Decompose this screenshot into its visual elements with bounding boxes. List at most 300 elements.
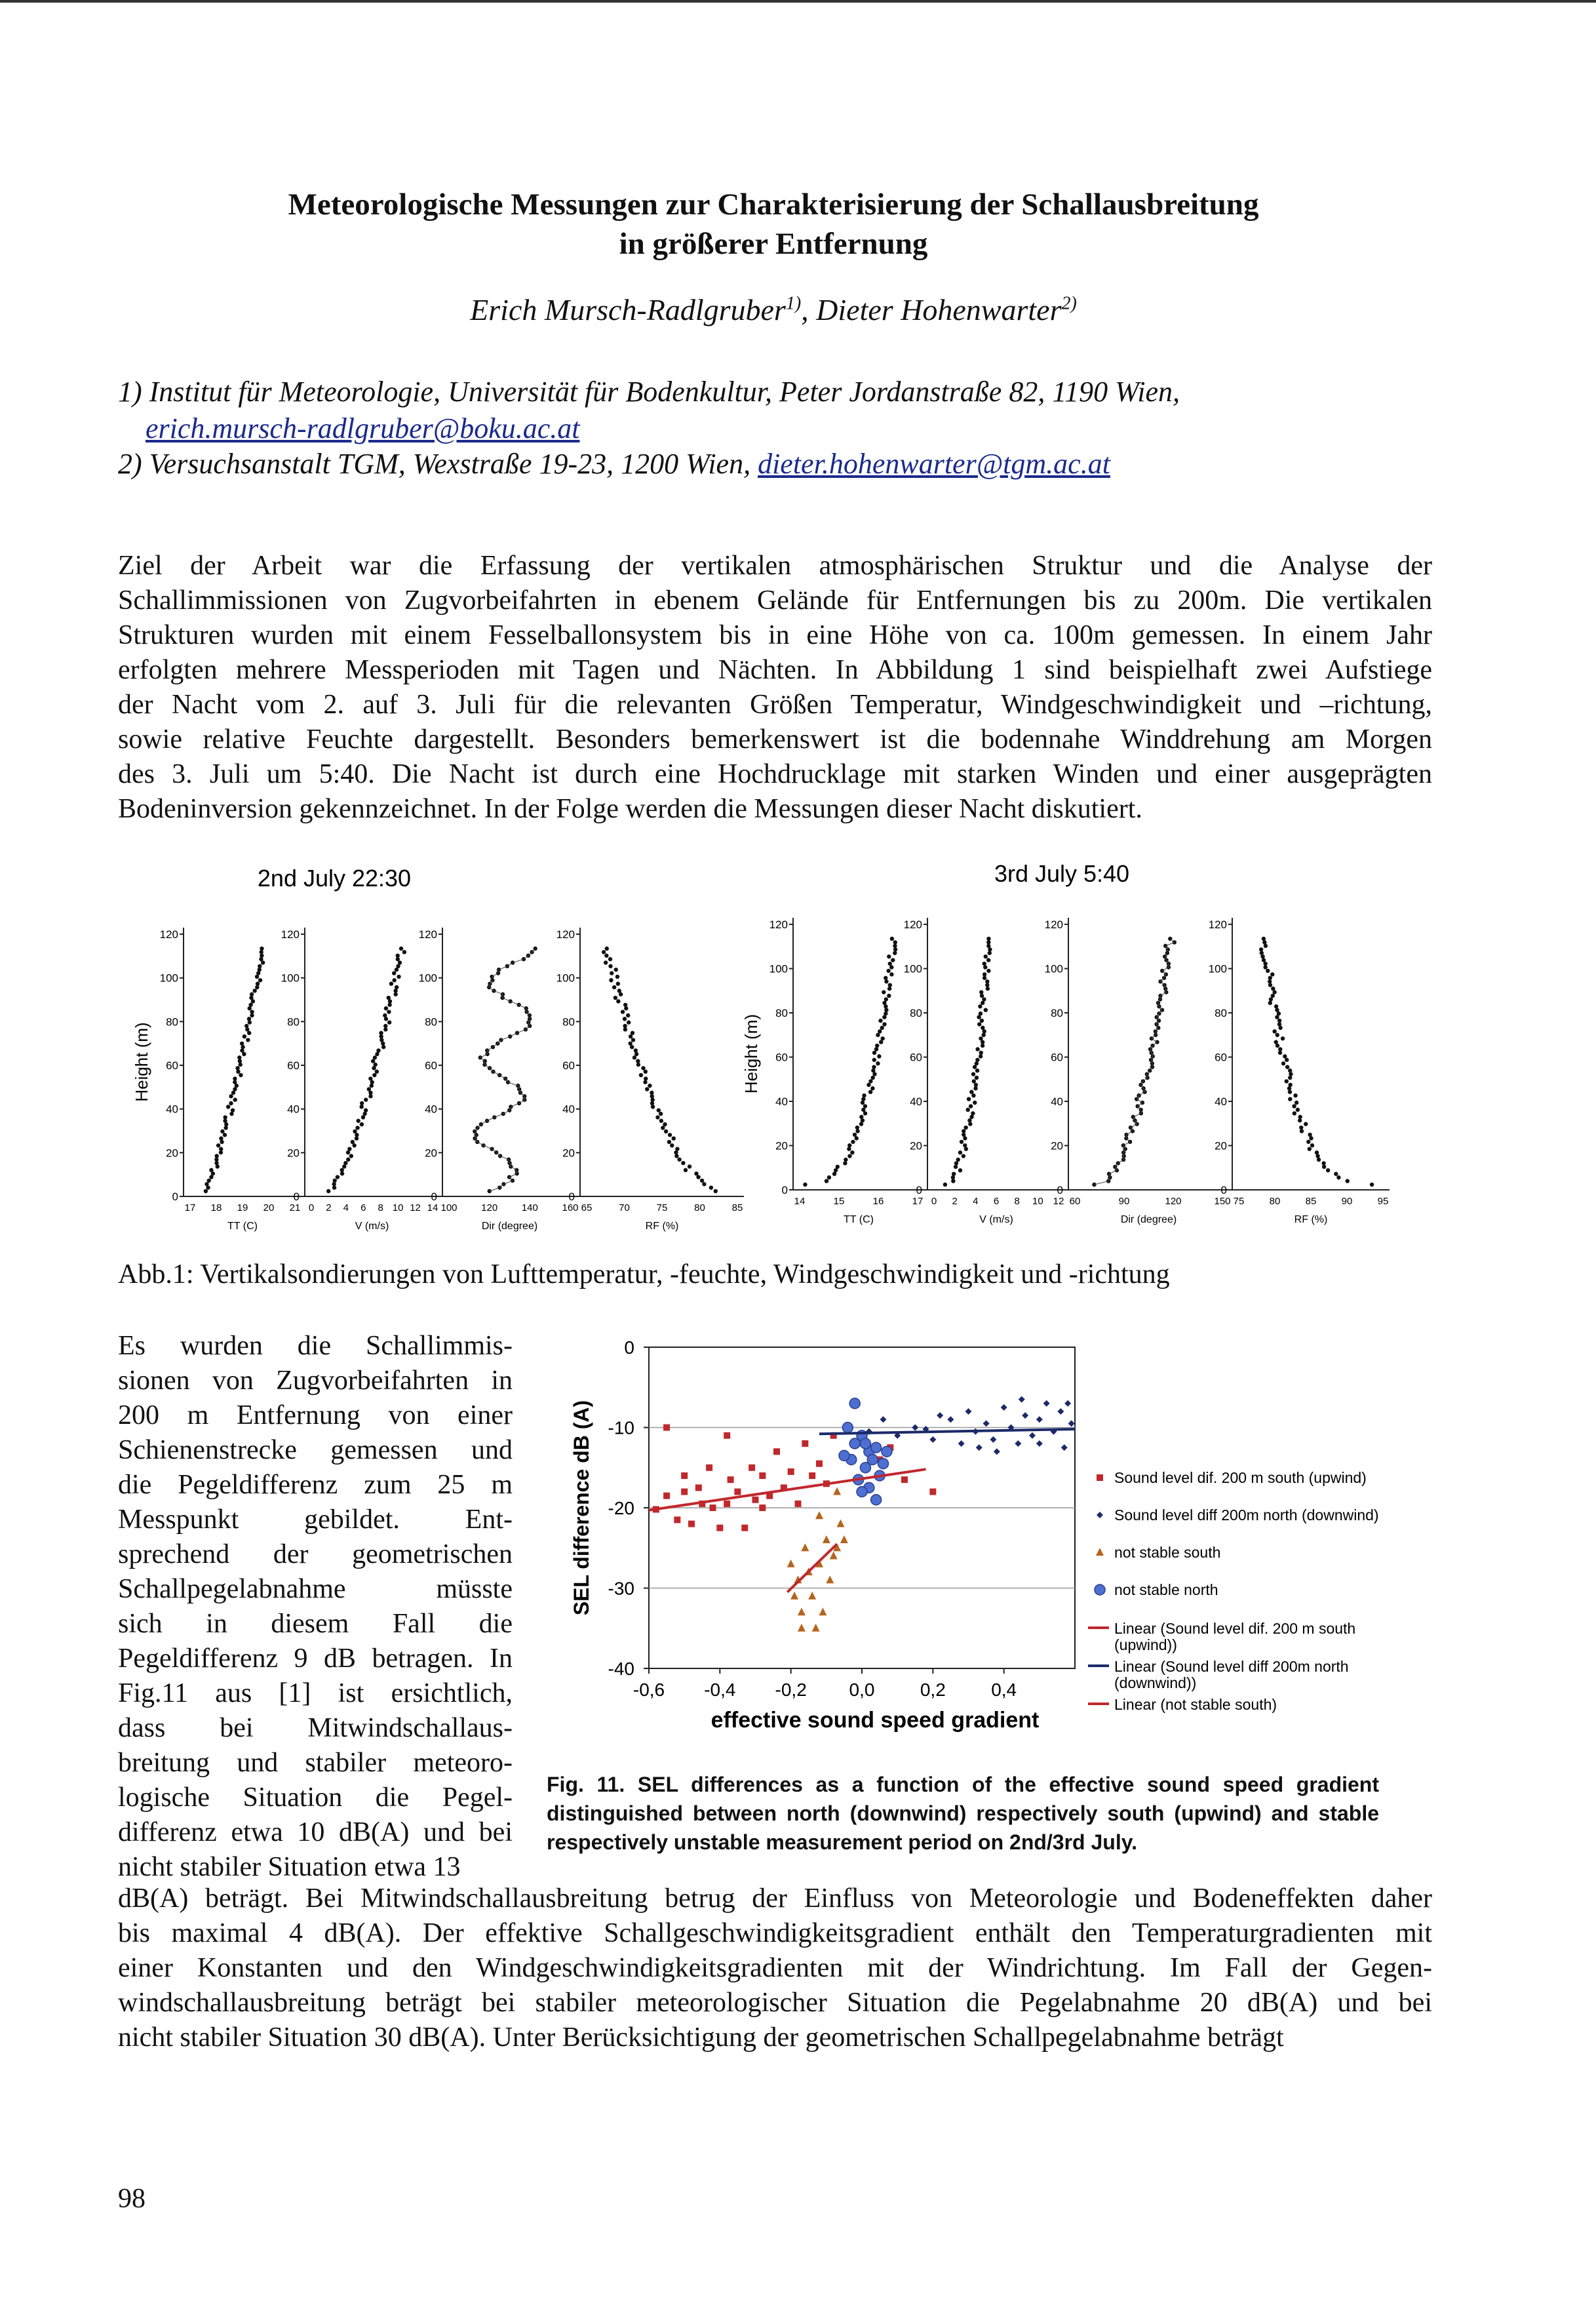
x-tick-label: -0,6 — [633, 1680, 665, 1700]
profile-point — [1262, 958, 1266, 962]
profile-point — [384, 1006, 388, 1010]
scatter-point-series-0 — [710, 1505, 716, 1511]
profile-point — [861, 1118, 865, 1122]
profile-point — [1268, 979, 1272, 983]
profile-point — [943, 1183, 947, 1187]
y-tick-label: 40 — [1215, 1095, 1227, 1108]
profile-point — [634, 1048, 638, 1052]
x-axis-label: effective sound speed gradient — [710, 1708, 1040, 1733]
scatter-point-series-1 — [1064, 1400, 1071, 1407]
scatter-point-series-1 — [1022, 1412, 1028, 1419]
profile-point — [239, 1063, 243, 1067]
figure-11-caption — [547, 1770, 1379, 1857]
profile-point — [1310, 1143, 1314, 1147]
profile-point — [1309, 1136, 1313, 1140]
profile-point — [887, 987, 891, 991]
profile-point — [982, 997, 986, 1001]
profile-point — [967, 1097, 971, 1101]
profile-point — [969, 1104, 973, 1108]
profile-point — [836, 1165, 840, 1169]
y-tick-label: 60 — [1215, 1051, 1227, 1064]
profile-point — [979, 1051, 983, 1055]
x-tick-label: 4 — [973, 1196, 979, 1207]
profile-point — [651, 1105, 655, 1109]
y-tick-label: 0 — [624, 1337, 634, 1358]
x-tick-label: 4 — [343, 1202, 349, 1213]
profile-point — [951, 1175, 955, 1179]
left-column-line: Schallpegelabnahme müsste — [118, 1574, 513, 1604]
scatter-point-series-1 — [994, 1448, 1000, 1455]
profile-point — [962, 1154, 965, 1158]
profile-point — [979, 1036, 983, 1040]
profile-point — [969, 1090, 973, 1093]
profile-point — [376, 1048, 380, 1052]
profile-point — [1288, 1090, 1292, 1093]
profile-point — [974, 1083, 978, 1087]
x-tick-label: -0,4 — [704, 1680, 736, 1700]
y-tick-label: 20 — [910, 1139, 922, 1152]
left-column-line: Pegeldifferenz 9 dB betragen. In — [118, 1644, 513, 1674]
profile-point — [631, 1038, 635, 1042]
profile-point — [631, 1031, 634, 1034]
profile-point — [634, 1052, 638, 1056]
left-column-text — [118, 1329, 513, 1885]
profile-point — [633, 1055, 636, 1059]
scatter-point-series-3 — [871, 1495, 882, 1505]
continuation-line: bis maximal 4 dB(A). Der effektive Schallgeschwindigkeitsgradient enthält den Temperaturgradienten mit — [118, 1918, 1432, 1948]
profile-point — [688, 1164, 691, 1168]
scatter-point-series-1 — [1019, 1396, 1025, 1403]
profile-point — [207, 1179, 211, 1183]
y-tick-label: 60 — [562, 1059, 575, 1072]
profile-point — [887, 955, 891, 958]
profile-point — [259, 957, 263, 961]
profile-point — [681, 1161, 685, 1165]
scatter-point-series-1 — [965, 1408, 972, 1415]
profile-point — [236, 1069, 240, 1073]
continuation-paragraph — [118, 1881, 1432, 2055]
profile-point — [255, 985, 259, 989]
profile-point — [240, 1042, 244, 1046]
x-tick-label: 8 — [378, 1202, 383, 1213]
scatter-point-series-1 — [912, 1425, 918, 1431]
profile-point — [893, 951, 897, 955]
scatter-point-series-0 — [759, 1505, 766, 1511]
profile-point — [609, 978, 613, 982]
profile-point — [389, 981, 393, 985]
profile-point — [875, 1044, 879, 1048]
profile-point — [675, 1147, 679, 1151]
profile-point — [889, 972, 893, 976]
profile-point — [1275, 1033, 1279, 1037]
fig1-right-title: 3rd July 5:40 — [994, 860, 1130, 887]
profile-point — [1287, 1086, 1291, 1090]
profile-point — [360, 1122, 364, 1126]
scatter-point-series-2 — [837, 1520, 845, 1527]
profile-point — [884, 997, 888, 1001]
scatter-point-series-0 — [816, 1461, 823, 1467]
profile-point — [395, 985, 399, 989]
profile-point — [1288, 1069, 1292, 1073]
profile-point — [220, 1140, 224, 1144]
affiliation-1-email[interactable] — [146, 410, 580, 447]
profile-point — [639, 1073, 643, 1077]
x-tick-label: -0,2 — [775, 1680, 807, 1700]
profile-point — [241, 1045, 244, 1049]
profile-point — [1285, 1065, 1289, 1069]
profile-point — [1292, 1104, 1296, 1108]
profile-point — [1346, 1179, 1350, 1183]
x-tick-label: 80 — [1269, 1196, 1281, 1207]
fig1-panel-l-2 — [419, 928, 579, 1232]
x-tick-label: 15 — [833, 1196, 845, 1207]
profile-point — [1298, 1118, 1302, 1122]
profile-point — [332, 1179, 336, 1183]
figure-1-caption: Abb.1: Vertikalsondierungen von Lufttemperatur, -feuchte, Windgeschwindigkeit und -richtung — [118, 1259, 1170, 1289]
profile-point — [243, 1034, 246, 1038]
profile-point — [256, 981, 260, 985]
fig1-panel-l-0 — [132, 928, 302, 1232]
scatter-point-series-0 — [929, 1489, 936, 1495]
profile-point — [204, 1189, 208, 1193]
profile-point — [834, 1168, 838, 1172]
y-tick-label: 0 — [431, 1191, 437, 1203]
y-tick-label: 120 — [418, 928, 437, 941]
profile-point — [963, 1126, 967, 1130]
profile-point — [667, 1140, 671, 1144]
y-tick-label: 120 — [281, 928, 300, 941]
profile-point — [641, 1066, 645, 1070]
profile-point — [602, 950, 606, 954]
profile-point — [1263, 962, 1267, 966]
scatter-point-series-1 — [990, 1436, 996, 1443]
profile-point — [346, 1158, 350, 1162]
fig1-left-title: 2nd July 22:30 — [257, 865, 412, 892]
profile-point — [223, 1133, 227, 1137]
scatter-point-series-3 — [871, 1442, 882, 1453]
profile-point — [627, 1020, 631, 1024]
profile-point — [375, 1069, 379, 1073]
profile-point — [636, 1059, 640, 1063]
profile-point — [882, 990, 886, 994]
profile-point — [624, 1006, 628, 1010]
y-tick-label: 120 — [769, 918, 788, 931]
profile-point — [1274, 1040, 1278, 1044]
profile-point — [1275, 1008, 1279, 1012]
profile-point — [1275, 1015, 1279, 1019]
scatter-point-series-0 — [681, 1472, 688, 1479]
scatter-point-series-2 — [830, 1552, 838, 1560]
profile-point — [650, 1091, 653, 1095]
legend-marker-0 — [1097, 1474, 1103, 1481]
profile-point — [977, 1022, 981, 1026]
profile-point — [1266, 969, 1270, 973]
profile-point — [387, 1010, 391, 1014]
profile-point — [879, 1040, 883, 1044]
profile-point — [1322, 1165, 1326, 1169]
profile-point — [1293, 1111, 1296, 1115]
profile-point — [1278, 1047, 1282, 1051]
profile-point — [368, 1076, 372, 1080]
profile-point — [1268, 976, 1272, 980]
profile-point — [252, 989, 256, 993]
profile-point — [340, 1168, 344, 1172]
profile-point — [336, 1175, 340, 1179]
profile-point — [668, 1133, 672, 1137]
y-tick-label: 40 — [775, 1095, 788, 1108]
profile-point — [981, 1040, 984, 1044]
y-tick-label: 100 — [159, 972, 178, 985]
figure-1-soundings — [118, 852, 1429, 1246]
scatter-point-series-0 — [695, 1484, 702, 1491]
profile-point — [872, 1065, 876, 1069]
profile-point — [889, 965, 893, 969]
profile-point — [644, 1076, 648, 1080]
continuation-line: einer Konstanten und den Windgeschwindigkeitsgradienten mit der Windrichtung. Im Fall der Gegen- — [118, 1953, 1432, 1983]
y-tick-label: 120 — [159, 928, 178, 941]
author-2-sup: 2) — [1061, 293, 1077, 314]
scatter-point-series-2 — [833, 1487, 841, 1495]
y-axis-label: Height (m) — [741, 1014, 761, 1094]
profile-point — [349, 1154, 353, 1158]
y-axis-label: SEL difference dB (A) — [570, 1400, 593, 1616]
profile-point — [610, 971, 613, 975]
scatter-point-series-2 — [787, 1560, 795, 1567]
y-tick-label: 20 — [1215, 1139, 1227, 1152]
abstract-line: sowie relative Feuchte dargestellt. Besonders bemerkenswert ist die bodennahe Winddrehung am Morgen — [118, 724, 1432, 755]
continuation-line: windschallausbreitung beträgt bei stabiler meteorologischer Situation die Pegelabnahme 20 dB(A) und bei — [118, 1988, 1432, 2018]
profile-point — [381, 1045, 385, 1049]
profile-point — [397, 975, 400, 979]
profile-point — [862, 1093, 866, 1097]
profile-point — [1269, 997, 1273, 1001]
profile-point — [968, 1122, 972, 1126]
x-tick-label: 8 — [1014, 1196, 1020, 1207]
y-tick-label: 100 — [769, 962, 788, 975]
y-tick-label: 100 — [281, 972, 300, 985]
profile-point — [861, 1108, 865, 1112]
profile-point — [843, 1161, 847, 1165]
email-link-2[interactable]: dieter.hohenwarter@tgm.ac.at — [758, 448, 1110, 480]
y-tick-label: 20 — [562, 1147, 575, 1160]
x-tick-label: 120 — [481, 1202, 498, 1213]
profile-point — [332, 1182, 336, 1186]
profile-point — [1300, 1129, 1304, 1133]
abstract-line: des 3. Juli um 5:40. Die Nacht ist durch eine Hochdrucklage mit starken Winden und einer ausgeprägten — [118, 759, 1432, 789]
x-tick-label: 160 — [562, 1202, 579, 1213]
profile-point — [868, 1079, 872, 1083]
scatter-point-series-2 — [790, 1592, 798, 1600]
scatter-point-series-1 — [1061, 1444, 1068, 1451]
y-tick-label: 100 — [556, 972, 575, 985]
profile-point — [874, 1047, 878, 1051]
y-tick-label: 80 — [287, 1015, 300, 1029]
profile-point — [702, 1182, 706, 1186]
y-tick-label: 80 — [1215, 1007, 1227, 1019]
profile-point — [1321, 1161, 1325, 1165]
profile-point — [971, 1111, 975, 1115]
author-line — [118, 292, 1429, 327]
profile-point — [967, 1118, 971, 1122]
profile-point — [231, 1108, 235, 1112]
profile-point — [240, 1048, 244, 1052]
y-tick-label: 80 — [425, 1015, 437, 1029]
profile-point — [657, 1108, 661, 1112]
profile-point — [351, 1140, 355, 1144]
scatter-point-series-2 — [798, 1624, 806, 1632]
profile-point — [863, 1111, 867, 1115]
profile-point — [216, 1143, 220, 1147]
profile-point — [664, 1130, 668, 1133]
x-tick-label: 17 — [184, 1202, 196, 1213]
scatter-point-series-0 — [752, 1497, 759, 1503]
abstract-paragraph — [118, 549, 1432, 827]
profile-point — [851, 1140, 855, 1144]
scatter-point-series-3 — [867, 1455, 878, 1465]
page-number: 98 — [118, 2184, 146, 2214]
profile-point — [628, 1042, 632, 1046]
x-axis-label: TT (C) — [227, 1221, 258, 1232]
scatter-point-series-2 — [840, 1535, 848, 1543]
profile-point — [1289, 1072, 1293, 1076]
profile-point — [877, 1054, 881, 1058]
profile-point — [988, 951, 992, 955]
profile-point — [655, 1115, 659, 1119]
profile-point — [700, 1179, 704, 1183]
x-tick-label: 14 — [794, 1196, 806, 1207]
y-tick-label: 60 — [775, 1051, 788, 1064]
x-tick-label: 150 — [1214, 1196, 1231, 1207]
profile-point — [659, 1119, 663, 1123]
profile-point — [1326, 1168, 1330, 1172]
scatter-point-series-0 — [788, 1468, 794, 1475]
y-tick-label: 100 — [903, 962, 922, 975]
y-tick-label: 80 — [166, 1015, 178, 1029]
profile-point — [1288, 1083, 1292, 1087]
scatter-point-series-0 — [688, 1521, 695, 1527]
legend-label-2: not stable south — [1114, 1544, 1221, 1561]
profile-point — [379, 1031, 383, 1034]
figure-11-caption-line: Fig. 11. SEL differences as a function of the effective sound speed gradient — [547, 1773, 1379, 1796]
profile-point — [258, 978, 262, 982]
y-tick-label: 20 — [425, 1147, 437, 1160]
profile-point — [1288, 1076, 1292, 1080]
profile-point — [859, 1115, 863, 1119]
y-tick-label: 120 — [556, 928, 575, 941]
y-tick-label: 120 — [1044, 918, 1063, 931]
profile-point — [250, 993, 254, 996]
x-tick-label: 60 — [1069, 1196, 1081, 1207]
profile-point — [1268, 983, 1272, 987]
scatter-point-series-3 — [857, 1487, 867, 1497]
profile-point — [979, 1054, 983, 1058]
scatter-point-series-1 — [929, 1436, 936, 1443]
y-tick-label: 40 — [1051, 1095, 1063, 1108]
profile-line — [475, 949, 535, 1191]
profile-point — [244, 1024, 248, 1028]
profile-point — [644, 1069, 648, 1073]
profile-point — [383, 1014, 387, 1017]
x-tick-label: 2 — [952, 1196, 958, 1207]
profile-point — [260, 950, 263, 954]
profile-point — [984, 1008, 988, 1012]
y-tick-label: 0 — [1220, 1184, 1227, 1196]
left-column-line: logische Situation die Pegel- — [118, 1782, 513, 1813]
legend-trend-label-2: Linear (not stable south) — [1114, 1696, 1277, 1713]
profile-point — [239, 1073, 243, 1077]
x-axis-label: TT (C) — [844, 1214, 874, 1225]
profile-point — [951, 1179, 955, 1183]
profile-point — [616, 999, 620, 1003]
legend-marker-1 — [1097, 1512, 1103, 1518]
profile-point — [714, 1189, 718, 1193]
profile-point — [1278, 1026, 1282, 1030]
x-tick-label: 85 — [1305, 1196, 1317, 1207]
profile-point — [986, 958, 990, 962]
profile-point — [954, 1165, 958, 1169]
profile-point — [983, 972, 986, 976]
x-tick-label: 21 — [289, 1202, 301, 1213]
y-tick-label: 0 — [172, 1191, 178, 1203]
profile-point — [1315, 1151, 1319, 1154]
scatter-point-series-0 — [795, 1501, 802, 1507]
x-tick-label: 12 — [1053, 1196, 1064, 1207]
x-tick-label: 100 — [440, 1202, 457, 1213]
profile-point — [626, 1014, 630, 1017]
author-1: Erich Mursch-Radlgruber — [470, 293, 786, 326]
profile-point — [893, 940, 897, 944]
y-tick-label: 80 — [775, 1007, 788, 1019]
x-tick-label: 0 — [931, 1196, 937, 1207]
profile-point — [969, 1115, 973, 1119]
y-tick-label: 40 — [425, 1103, 437, 1116]
profile-point — [975, 1058, 979, 1062]
y-tick-label: 100 — [1208, 962, 1227, 975]
left-column-line: 200 m Entfernung von einer — [118, 1400, 513, 1430]
profile-point — [978, 1004, 982, 1008]
profile-point — [1288, 1097, 1292, 1101]
scatter-point-series-0 — [706, 1465, 712, 1471]
x-tick-label: 6 — [360, 1202, 366, 1213]
y-tick-label: 0 — [568, 1191, 575, 1203]
profile-point — [356, 1119, 360, 1123]
profile-point — [326, 1189, 330, 1193]
figure-11-chart — [551, 1331, 1416, 1750]
left-column-line: sionen von Zugvorbeifahrten in — [118, 1366, 513, 1396]
profile-point — [1308, 1147, 1312, 1151]
profile-point — [893, 947, 897, 951]
y-tick-label: 120 — [903, 918, 922, 931]
profile-point — [696, 1175, 700, 1179]
profile-point — [861, 1101, 865, 1105]
profile-point — [1281, 1036, 1285, 1040]
profile-point — [670, 1143, 674, 1147]
email-link-1[interactable]: erich.mursch-radlgruber@boku.ac.at — [146, 412, 580, 444]
profile-point — [984, 955, 988, 958]
author-1-sup: 1) — [785, 293, 802, 314]
paper-title — [118, 185, 1429, 264]
trendline-2 — [787, 1544, 837, 1592]
profile-point — [615, 975, 619, 979]
scatter-point-series-0 — [724, 1501, 730, 1507]
fig1-panel-r-2 — [1045, 918, 1231, 1225]
scatter-point-series-2 — [819, 1607, 827, 1615]
profile-point — [650, 1097, 654, 1101]
profile-point — [954, 1161, 958, 1165]
x-axis-label: Dir (degree) — [481, 1221, 538, 1232]
profile-point — [803, 1183, 807, 1187]
profile-point — [220, 1130, 224, 1133]
